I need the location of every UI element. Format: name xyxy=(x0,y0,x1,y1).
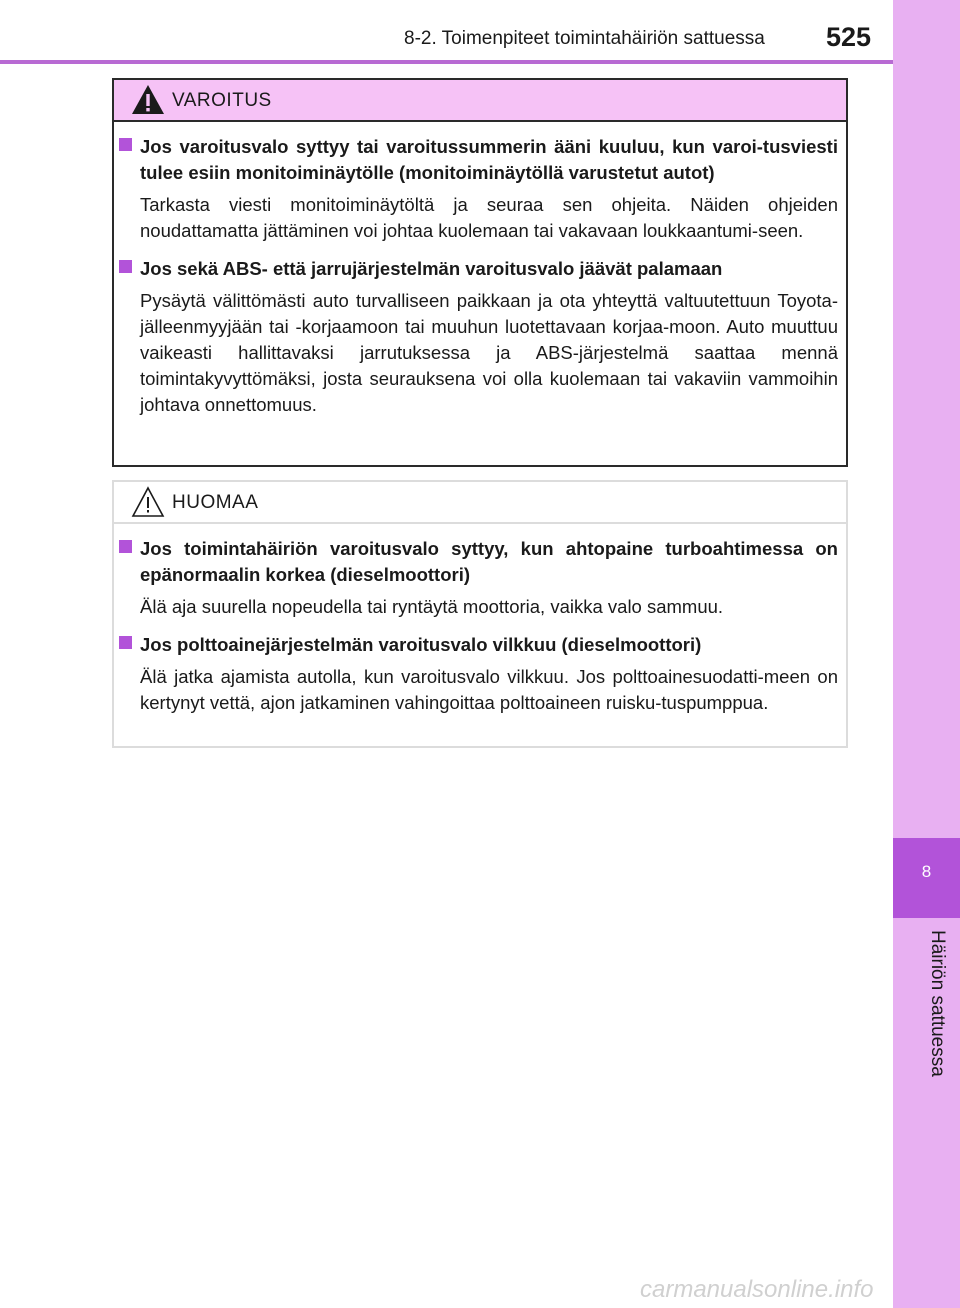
notice-item-text: Älä aja suurella nopeudella tai ryntäytä moottoria, vaikka valo sammuu. xyxy=(140,596,724,617)
warning-item xyxy=(118,134,838,244)
bullet-square-icon xyxy=(119,138,132,151)
notice-item xyxy=(118,632,838,716)
warning-item-title: Jos sekä ABS- että jarrujärjestelmän varoitusvalo jäävät palamaan xyxy=(140,258,723,279)
caution-triangle-icon xyxy=(130,485,166,519)
notice-item-title: Jos polttoainejärjestelmän varoitusvalo vilkkuu (dieselmoottori) xyxy=(140,634,702,655)
warning-box-header xyxy=(114,80,846,122)
warning-box xyxy=(112,78,848,467)
notice-item xyxy=(118,536,838,620)
side-tab-band xyxy=(893,0,960,1308)
bullet-square-icon xyxy=(119,260,132,273)
warning-label: VAROITUS xyxy=(172,90,272,111)
notice-item-text: Älä jatka ajamista autolla, kun varoitusvalo vilkkuu. Jos polttoainesuodatti-meen on kertynyt vettä, ajon jatkaminen vahingoittaa polttoaineen ruisku-tuspumppua. xyxy=(140,666,838,713)
notice-label: HUOMAA xyxy=(172,492,259,513)
bullet-square-icon xyxy=(119,636,132,649)
warning-item-text: Tarkasta viesti monitoiminäytöltä ja seuraa sen ohjeita. Näiden ohjeiden noudattamatta jättäminen voi johtaa kuolemaan tai vakavaan loukkaantumi-seen. xyxy=(140,194,838,241)
notice-item-title: Jos toimintahäiriön varoitusvalo syttyy, kun ahtopaine turboahtimessa on epänormaalin korkea (dieselmoottori) xyxy=(140,538,838,585)
chapter-title: Häiriön sattuessa xyxy=(927,930,948,1077)
warning-item xyxy=(118,256,838,418)
warning-item-title: Jos varoitusvalo syttyy tai varoitussummerin ääni kuuluu, kun varoi-tusviesti tulee esiin monitoiminäytölle (monitoiminäytöllä varustetut autot) xyxy=(140,136,838,183)
notice-box xyxy=(112,480,848,748)
bullet-square-icon xyxy=(119,540,132,553)
watermark: carmanualsonline.info xyxy=(640,1276,874,1303)
warning-item-text: Pysäytä välittömästi auto turvalliseen paikkaan ja ota yhteyttä valtuutettuun Toyota-jälleenmyyjään tai -korjaamoon tai muuhun luotettavaan korjaa-moon. Auto muuttuu vaikeasti hallittavaksi jarrutuksessa ja ABS-järjestelmä saattaa mennä toimintakyvyttömäksi, josta seurauksena voi olla kuolemaan tai vakaviin vammoihin johtava onnettomuus. xyxy=(140,290,838,415)
section-title: 8-2. Toimenpiteet toimintahäiriön sattuessa xyxy=(404,28,765,49)
warning-triangle-icon xyxy=(130,83,166,117)
notice-box-header xyxy=(114,482,846,524)
page-number: 525 xyxy=(826,22,872,52)
chapter-number: 8 xyxy=(921,862,932,881)
header-rule xyxy=(0,60,893,64)
